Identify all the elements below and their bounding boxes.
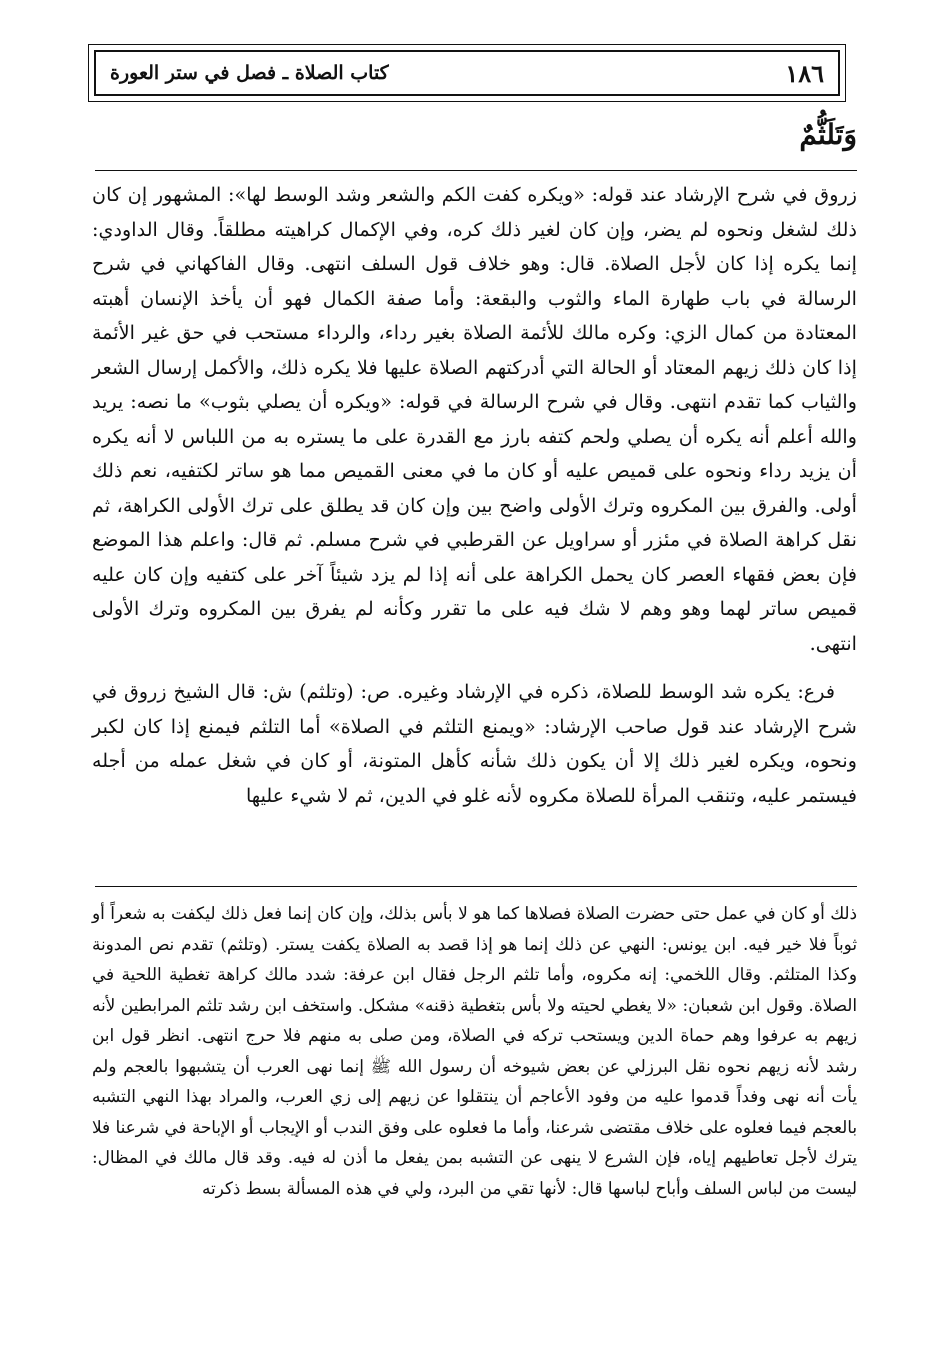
footnote-text	[92, 898, 857, 1203]
main-paragraph: زروق في شرح الإرشاد عند قوله: «ويكره كفت الكم والشعر وشد الوسط لها»: المشهور إن كان ذلك لشغل ونحوه لم يضر، وإن كان لغير ذلك كره، وفي الإكمال كراهيته مطلقاً. وقال الداودي: إنما يكره إذا كان لأجل الصلاة. قال: وهو خلاف قول السلف انتهى. وقال الفاكهاني في شرح الرسالة في باب طهارة الماء والثوب والبقعة: وأما صفة الكمال فهو أن يأخذ الإنسان أهبته المعتادة من كمال الزي: وكره مالك للأئمة الصلاة بغير رداء، والرداء مستحب في حق غير الأئمة إذا كان ذلك زيهم المعتاد أو الحالة التي أدركتهم الصلاة عليها فلا يكره ذلك، والأكمل إرسال الشعر والثياب كما تقدم انتهى. وقال في شرح الرسالة في قوله: «ويكره أن يصلي بثوب» ما نصه: يريد والله أعلم أنه يكره أن يصلي ولحم كتفه بارز مع القدرة على ما يستره به من اللباس لا أنه يكره أن يزيد رداء ونحوه على قميص عليه أو كان ما في معنى القميص مما هو ساتر لكتفيه، نعم ذلك أولى. والفرق بين المكروه وترك الأولى واضح بين وإن كان قد يطلق على ترك الأولى الكراهة، ثم نقل كراهة الصلاة في مئزر أو سراويل عن القرطبي في شرح مسلم. ثم قال: واعلم هذا الموضع فإن بعض فقهاء العصر كان يحمل الكراهة على أنه إذا لم يزد شيئاً آخر على كتفيه وإن كان عليه قميص ساتر لهما وهو وهم لا شك فيه على ما تقرر وكأنه لم يفرق بين المكروه وترك الأولى انتهى.	[92, 183, 857, 655]
main-text	[92, 178, 857, 813]
page-header	[88, 44, 846, 102]
page-number: ١٨٦	[785, 58, 824, 88]
main-paragraph: فرع: يكره شد الوسط للصلاة، ذكره في الإرشاد وغيره. ص: (وتلثم) ش: قال الشيخ زروق في شرح الإرشاد عند قول صاحب الإرشاد: «ويمنع التلثم في الصلاة» أما التلثم فيمنع إذا كان لكبر ونحوه، ويكره لغير ذلك إلا أن يكون ذلك شأنه كأهل المتونة، أو كان في شغل عمله من أجله فيستمر عليه، وتنقب المرأة للصلاة مكروه لأنه غلو في الدين، ثم لا شيء عليها	[92, 680, 857, 807]
footnote-divider	[95, 886, 857, 887]
section-keyword: وَتَلَثُّمٌ	[799, 118, 857, 151]
keyword-divider	[95, 170, 857, 171]
header-frame	[94, 50, 840, 96]
footnote-paragraph: ذلك أو كان في عمل حتى حضرت الصلاة فصلاها كما هو لا بأس بذلك، وإن كان إنما فعل ذلك ليكفت به شعراً أو ثوباً فلا خير فيه. ابن يونس: النهي عن ذلك إنما هو إذا قصد به الصلاة يكفت يستر. (وتلثم) تقدم نص المدونة وكذا المتلثم. وقال اللخمي: إنه مكروه، وأما تلثم الرجل فقال ابن عرفة: شدد مالك كراهة تغطية اللحية في الصلاة. وقول ابن شعبان: «لا يغطي لحيته ولا بأس بتغطية ذقنه» مشكل. واستخف ابن رشد تلثم المرابطين لأنه زيهم به عرفوا وهم حماة الدين ويستحب تركه في الصلاة، ومن صلى به منهم فلا حرج انتهى. انظر قول ابن رشد لأنه زيهم نحوه نقل البرزلي عن بعض شيوخه أن رسول الله ﷺ إنما نهى العرب أن يتشبهوا بالعجم ولم يأت أنه نهى وفداً قدموا عليه من وفود الأعاجم أن ينتقلوا عن زيهم إلى زي العرب، والمراد بهذا النهي التشبه بالعجم فيما فعلوه على خلاف مقتضى شرعنا، وأما ما فعلوه على وفق الندب أو الإيجاب أو الإباحة في شرعنا فلا يترك لأجل تعاطيهم إياه، فإن الشرع لا ينهى عن التشبه بمن يفعل ما أذن له فيه. وقد قال مالك في المظال: ليست من لباس السلف وأباح لباسها قال: لأنها تقي من البرد، ولي في هذه المسألة بسط ذكرته	[92, 903, 857, 1198]
running-title: كتاب الصلاة ـ فصل في ستر العورة	[110, 62, 389, 84]
